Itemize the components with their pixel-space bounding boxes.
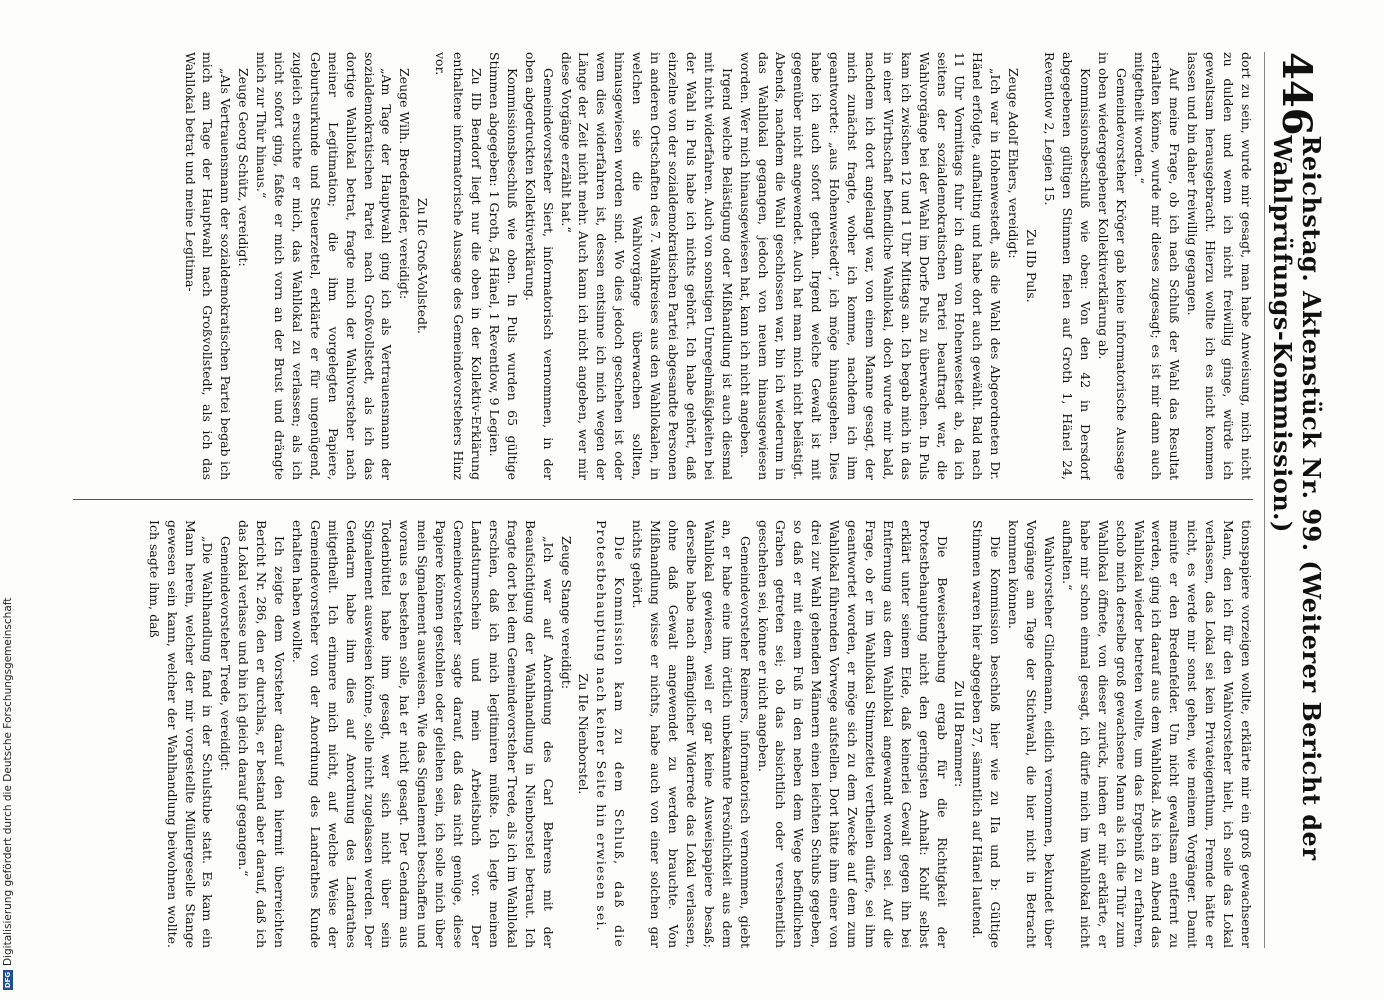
header-rule: [1264, 52, 1265, 948]
page-number: 446: [1273, 52, 1321, 136]
paragraph: Kommissionsbeschluß wie oben: Von den 42 in Dersdorf abgegebenen gültigen Stimmen fielen auf Groth 1, Hänel 24, Reventlow 2, Legien 15.: [1042, 52, 1093, 480]
paragraph: Die Kommission beschloß hier wie zu IIa und b: Gültige Stimmen waren hier abgegeben 27, sämmtlich auf Hänel lautend.: [970, 520, 1004, 948]
paragraph: Gemeindevorsteher Reimers, informatorisch vernommen, giebt an, er habe eine ihm örtlich unbekannte Persönlichkeit aus dem Wahllokal gewiesen, weil er gar keine Ausweispapiere besaß; derselbe habe nach anfänglicher Widerrede das Lokal verlassen, ohne daß Gewalt angewendet zu werden brauchte. Von Mißhandlung wisse er nichts, habe auch von einer solchen gar nichts gehört.: [630, 520, 753, 948]
paragraph: „Ich war auf Anordnung des Carl Behrens mit der Beaufsichtigung der Wahlhandlung in Nienborstel betraut. Ich fragte dort bei dem Gemeindevorsteher Trede, als ich im Wahllokal erschien, daß ich mich legitimiren müßte. Ich legte meinen Landsturmschein und mein Arbeitsbuch vor. Der Gemeindevorsteher sagte darauf, daß das nicht genüge, diese Papiere können gestohlen oder geliehen sein, ich solle mich über mein Signalement ausweisen. Wie das Signalement beschaffen und woraus es bestehen solle, hat er nicht gesagt. Der Gendarm aus Todenbüttel habe ihm gesagt, wer sich nicht über sein Signalement ausweisen könne, solle nicht zugelassen werden. Der Gendarm habe ihm dies auf Anordnung des Landrathes mitgetheilt. Ich erinnere mich nicht, auf welche Weise der Gemeindevorsteher von der Anordnung des Landrathes Kunde erhalten haben wollte.: [289, 520, 556, 948]
paragraph: Auf meine Frage, ob ich nach Schluß der Wahl das Resultat erhalten könne, wurde mir dieses zugesagt; es ist mir dann auch mitgetheilt worden.“: [1131, 52, 1183, 480]
paragraph: Ich zeigte dem Vorsteher darauf den hiermit überreichten Bericht Nr. 286, den er durchlas, er bestand aber darauf, daß ich das Lokal verlasse und bin ich gleich darauf gegangen.“: [236, 520, 288, 948]
section-heading: Zu IIc Groß-Vollstedt.: [415, 198, 431, 334]
paragraph: Zu IIb Bendorf liegt nur die oben in der Kollektiv-Erklärung enthaltene informatorische Aussage des Gemeindevorstehers Hinz vor.: [433, 52, 485, 480]
paragraph: Zeuge Georg Schütz, vereidigt:: [236, 68, 252, 267]
paragraph: Zeuge Stange vereidigt:: [558, 536, 574, 690]
attribution-text: Digitalisierung gefördert durch die Deutsche Forschungsgemeinschaft: [2, 597, 14, 966]
paragraph: Gemeindevorsteher Kröger gab keine informatorische Aussage in oben wiedergegebener Kollektiverklärung ab.: [1095, 52, 1129, 480]
dfg-logo-icon: DFG: [4, 971, 12, 989]
page-header: [1269, 52, 1325, 948]
running-title: Reichstag. Aktenstück Nr. 99. (Weiterer Bericht der Wahlprüfungs-Kommission.): [1268, 135, 1326, 861]
section-heading: Zu IIe Nienborstel.: [576, 673, 592, 795]
paragraph: Die Kommission kam zu dem Schluß, daß die Protestbehauptung nach keiner Seite hin erwiesen sei.: [594, 520, 628, 948]
column-divider: [73, 499, 1253, 500]
attribution-strip: [2, 0, 18, 1000]
paragraph: „Am Tage der Hauptwahl ging ich als Vertrauensmann der sozialdemokratischen Partei nach Großvollstedt, als ich das dortige Wahllokal betrat, fragte mich der Wahlvorsteher nach meiner Legitimation; die ihm vorgelegten Papiere, Geburtsurkunde und Steuerzettel, erklärte er für ungenügend, zugleich ersuchte er mich, das Wahllokal zu verlassen; als ich nicht sofort ging, faßte er mich vorn an der Brust und drängte mich zur Thür hinaus.“: [254, 52, 395, 480]
section-heading: Zu IId Brammer:: [952, 680, 968, 788]
paragraph: Zeuge Adolf Ehlers, vereidigt:: [1006, 68, 1022, 259]
paragraph: Die Beweiserhebung ergab für die Richtigkeit der Protestbehauptung nicht den geringsten Anhalt: Kohlf selbst erklärt unter seinem Eide, daß keinerlei Gewalt gegen ihn bei Entfernung aus dem Wahllokal angewandt worden sei. Auf die Frage, ob er im Wahllokal Stimmzettel vertheilen dürfe, sei ihm geantwortet worden, er möge sich zu dem Zwecke auf dem zum Wahllokal führenden Vorwege aufstellen. Dort hätte ihm einer von drei zur Wahl gehenden Männern einen leichten Schubs gegeben, so daß er mit einem Fuß in den neben dem Wege befindlichen Graben getreten sei; ob das absichtlich oder versehentlich geschehen sei, könne er nicht angeben.: [755, 520, 950, 948]
paragraph: Zeuge Wilh. Bredenfelder, vereidigt:: [397, 68, 413, 300]
paragraph: „Ich war in Hohenwestedt, als die Wahl des Abgeordneten Dr. Hänel erfolgte, aufhalting und habe dort auch gewählt. Bald nach 11 Uhr Vormittags fuhr ich dann von Hohenwestedt ab, da ich seitens der sozialdemokratischen Partei beauftragt war, die Wahlvorgänge bei der Wahl im Dorfe Puls zu überwachen. In Puls kam ich zwischen 12 und 1 Uhr Mittags an. Ich begab mich in das in einer Wirthschaft befindliche Wahllokal, doch wurde mir bald, nachdem ich dort angelangt war, von einem Manne gesagt, der mich zunächst fragte, woher ich komme, nachdem ich ihm geantwortet: „aus Hohenwestedt“, ich möge hinausgehen. Dies habe ich auch sofort gethan. Irgend welche Gewalt ist mit gegenüber nicht angewendet. Auch hat man mich nicht belästigt. Abends, nachdem die Wahl geschlossen war, bin ich wiederum in das Wahllokal gegangen, jedoch von neuem hinausgewiesen worden. Wer mich hinausgewiesen hat, kann ich nicht angeben.: [737, 52, 1004, 480]
paragraph: Kommissionsbeschluß wie oben. In Puls wurden 65 gültige Stimmen abgegeben: 1 Groth, 54 Hänel, 1 Reventlow, 9 Legien.: [486, 52, 520, 480]
paragraph: „Die Wahlhandlung fand in der Schulstube statt. Es kam ein Mann herein, welcher der mir vorgestellte Müllergeselle Stange gewesen sein kann, welcher der Wahlhandlung beiwohnen wollte. Ich sagte ihm, daß: [146, 520, 216, 948]
paragraph: Gemeindevorsteher Trede, vereidigt:: [218, 536, 234, 771]
paragraph: Gemeindevorsteher Siert, informatorisch vernommen, in der oben abgedruckten Kollektiverklärung.: [522, 52, 556, 480]
paragraph: Irgend welche Belästigung oder Mißhandlung ist auch diesmal mit nicht widerfahren. Auch von sonstigen Unregelmäßigkeiten bei der Wahl in Puls habe ich nichts gehört. Ich habe gehört, daß einzelne von der sozialdemokratischen Partei abgesandte Personen in anderen Ortschaften des 7. Wahlkreises aus den Wahllokalen, in welchen sie die Wahlvorgänge überwachen sollten, hinausgewiesen worden sind. Wo dies jedoch geschehen ist oder wem dies widerfahren ist, dessen entsinne ich mich wegen der Länge der Zeit nicht mehr. Auch kann ich nicht angeben, wer mir diese Vorgänge erzählt hat.“: [558, 52, 735, 480]
section-heading: Zu IIb Puls.: [1024, 229, 1040, 303]
left-column: [65, 52, 1255, 480]
paragraph: „Als Vertrauensmann der sozialdemokratischen Partei begab ich mich am Tage der Hauptwahl nach Großvollstedt, als ich das Wahllokal betrat und meine Legitima-: [182, 52, 234, 480]
paragraph: dort zu sein, wurde mir gesagt, man habe Anweisung, mich nicht zu dulden und wenn ich nicht freiwillig ginge, würde ich gewaltsam herausgebracht. Hierzu wollte ich es nicht kommen lassen und bin daher freiwillig gegangen.: [1185, 52, 1254, 480]
paragraph: Wahlvorsteher Glindemann, eidlich vernommen, bekundet über Vorgänge am Tage der Stichwahl, die hier nicht in Betracht kommen können.: [1006, 520, 1058, 948]
right-column: [65, 520, 1255, 948]
paragraph: tionspapiere vorzeigen wollte, erklärte mir ein groß gewachsener Mann, den ich für den Wahlvorsteher hielt, ich solle das Lokal verlassen, das Lokal sei kein Privateigenthum, Fremde hätte er nicht, es werde mir sonst gehen, wie meinem Vorgänger. Damit meinte er den Bredenfelder. Um nicht gewaltsam entfernt zu werden, ging ich darauf aus dem Wahllokal. Als ich am Abend das Wahllokal wieder betreten wollte, um das Ergebniß zu erfahren, schob mich derselbe groß gewachsene Mann als ich die Thür zum Wahllokal öffnete, von dieser zurück, indem er mir erklärte, er habe mir schon einmal gesagt, ich dürfe mich im Wahllokal nicht aufhalten.“: [1059, 520, 1254, 948]
